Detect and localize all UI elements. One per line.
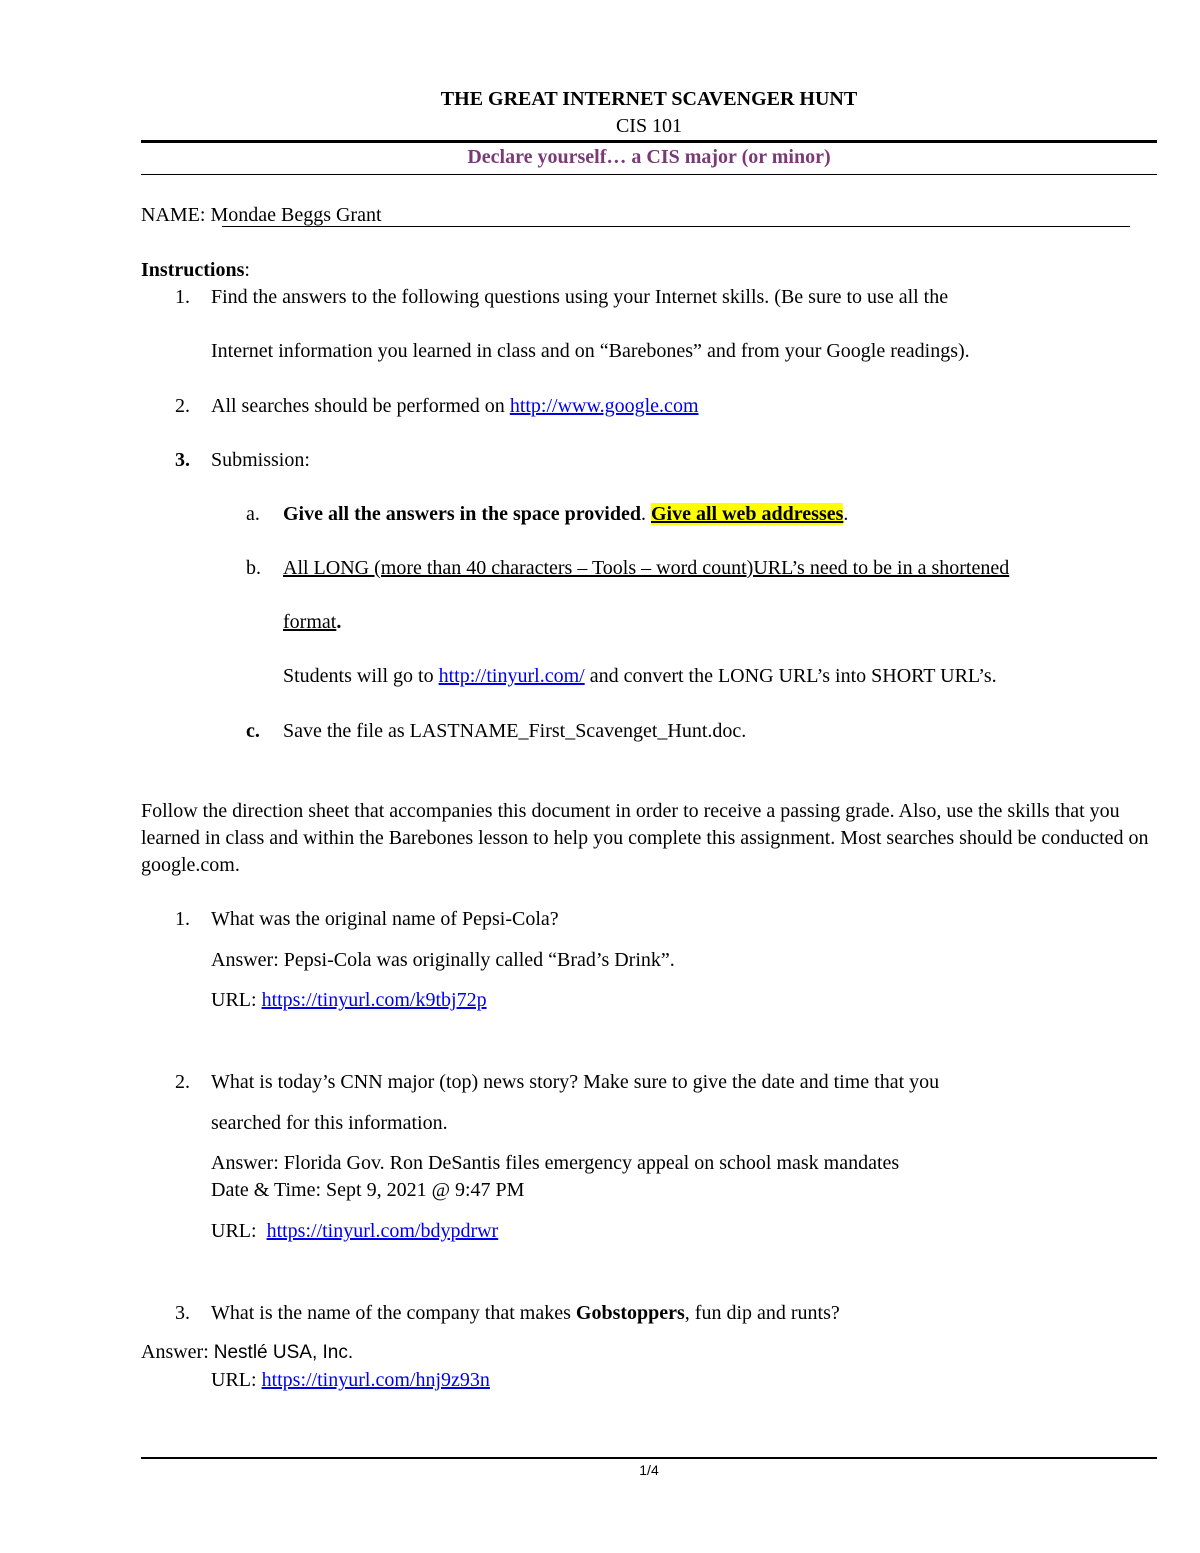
url-1: URL: https://tinyurl.com/k9tbj72p bbox=[211, 989, 487, 1011]
sub-item-a-marker: a. bbox=[246, 503, 260, 525]
question-2-line1: What is today’s CNN major (top) news story? Make sure to give the date and time that you bbox=[211, 1071, 940, 1093]
question-2-line2: searched for this information. bbox=[211, 1112, 448, 1134]
answer-2-link[interactable]: https://tinyurl.com/bdypdrwr bbox=[266, 1220, 499, 1242]
document-title: THE GREAT INTERNET SCAVENGER HUNT bbox=[440, 88, 858, 110]
course-code: CIS 101 bbox=[615, 115, 683, 137]
question-3: What is the name of the company that makes Gobstoppers, fun dip and runts? bbox=[211, 1302, 840, 1324]
question-3-number: 3. bbox=[175, 1302, 190, 1324]
answer-2-datetime: Date & Time: Sept 9, 2021 @ 9:47 PM bbox=[211, 1179, 525, 1201]
sub-item-a: Give all the answers in the space provided. Give all web addresses. bbox=[283, 503, 849, 525]
sub-item-b-line2: format. bbox=[283, 611, 342, 633]
name-underline bbox=[222, 226, 1130, 227]
instructions-heading: Instructions: bbox=[141, 259, 250, 281]
answer-1-link[interactable]: https://tinyurl.com/k9tbj72p bbox=[261, 989, 487, 1011]
answer-3-link[interactable]: https://tinyurl.com/hnj9z93n bbox=[261, 1369, 490, 1391]
instruction-1-line2: Internet information you learned in class and on “Barebones” and from your Google readings). bbox=[211, 340, 970, 362]
google-link[interactable]: http://www.google.com bbox=[509, 395, 699, 417]
name-value: Mondae Beggs Grant bbox=[210, 204, 382, 226]
answer-2: Answer: Florida Gov. Ron DeSantis files emergency appeal on school mask mandates bbox=[211, 1152, 900, 1174]
sub-item-b-line3: Students will go to http://tinyurl.com/ and convert the LONG URL’s into SHORT URL’s. bbox=[283, 665, 997, 687]
header-rule-bottom bbox=[141, 174, 1157, 175]
url-2: URL: https://tinyurl.com/bdypdrwr bbox=[211, 1220, 499, 1242]
name-label: NAME: bbox=[141, 204, 211, 226]
question-2-number: 2. bbox=[175, 1071, 190, 1093]
sub-item-b-marker: b. bbox=[246, 557, 261, 579]
sub-item-c-marker: c. bbox=[246, 720, 260, 742]
url-3: URL: https://tinyurl.com/hnj9z93n bbox=[211, 1369, 490, 1391]
name-line bbox=[141, 204, 382, 227]
page-number: 1/4 bbox=[639, 1462, 659, 1478]
follow-paragraph: Follow the direction sheet that accompanies this document in order to receive a passing grade. Also, use the skills that you learned in class and within the Barebones lesson to help you complete this assignment. Most searches should be conducted on google.com. bbox=[141, 800, 1149, 876]
answer-1: Answer: Pepsi-Cola was originally called “Brad’s Drink”. bbox=[211, 949, 675, 971]
sub-item-c: Save the file as LASTNAME_First_Scavenget_Hunt.doc. bbox=[283, 720, 747, 742]
highlighted-instruction: Give all web addresses bbox=[650, 503, 844, 525]
header-rule-top bbox=[141, 140, 1157, 143]
instruction-3-text: Submission: bbox=[211, 449, 310, 471]
question-1: What was the original name of Pepsi-Cola? bbox=[211, 908, 559, 930]
instruction-3-number: 3. bbox=[175, 449, 190, 471]
document-subtitle: Declare yourself… a CIS major (or minor) bbox=[467, 146, 831, 168]
answer-3: Answer: Nestlé USA, Inc. bbox=[141, 1341, 354, 1363]
instruction-2: All searches should be performed on http://www.google.com bbox=[211, 395, 699, 417]
tinyurl-link[interactable]: http://tinyurl.com/ bbox=[438, 665, 585, 687]
question-1-number: 1. bbox=[175, 908, 190, 930]
answer-3-value: Nestlé USA, Inc. bbox=[213, 1342, 354, 1363]
instruction-1-line1: Find the answers to the following questions using your Internet skills. (Be sure to use all the bbox=[211, 286, 949, 308]
instruction-2-number: 2. bbox=[175, 395, 190, 417]
sub-item-b-line1: All LONG (more than 40 characters – Tools – word count)URL’s need to be in a shortened bbox=[283, 557, 1010, 579]
instruction-1-number: 1. bbox=[175, 286, 190, 308]
footer-rule bbox=[141, 1457, 1157, 1459]
instructions-heading-text: Instructions bbox=[141, 259, 245, 281]
